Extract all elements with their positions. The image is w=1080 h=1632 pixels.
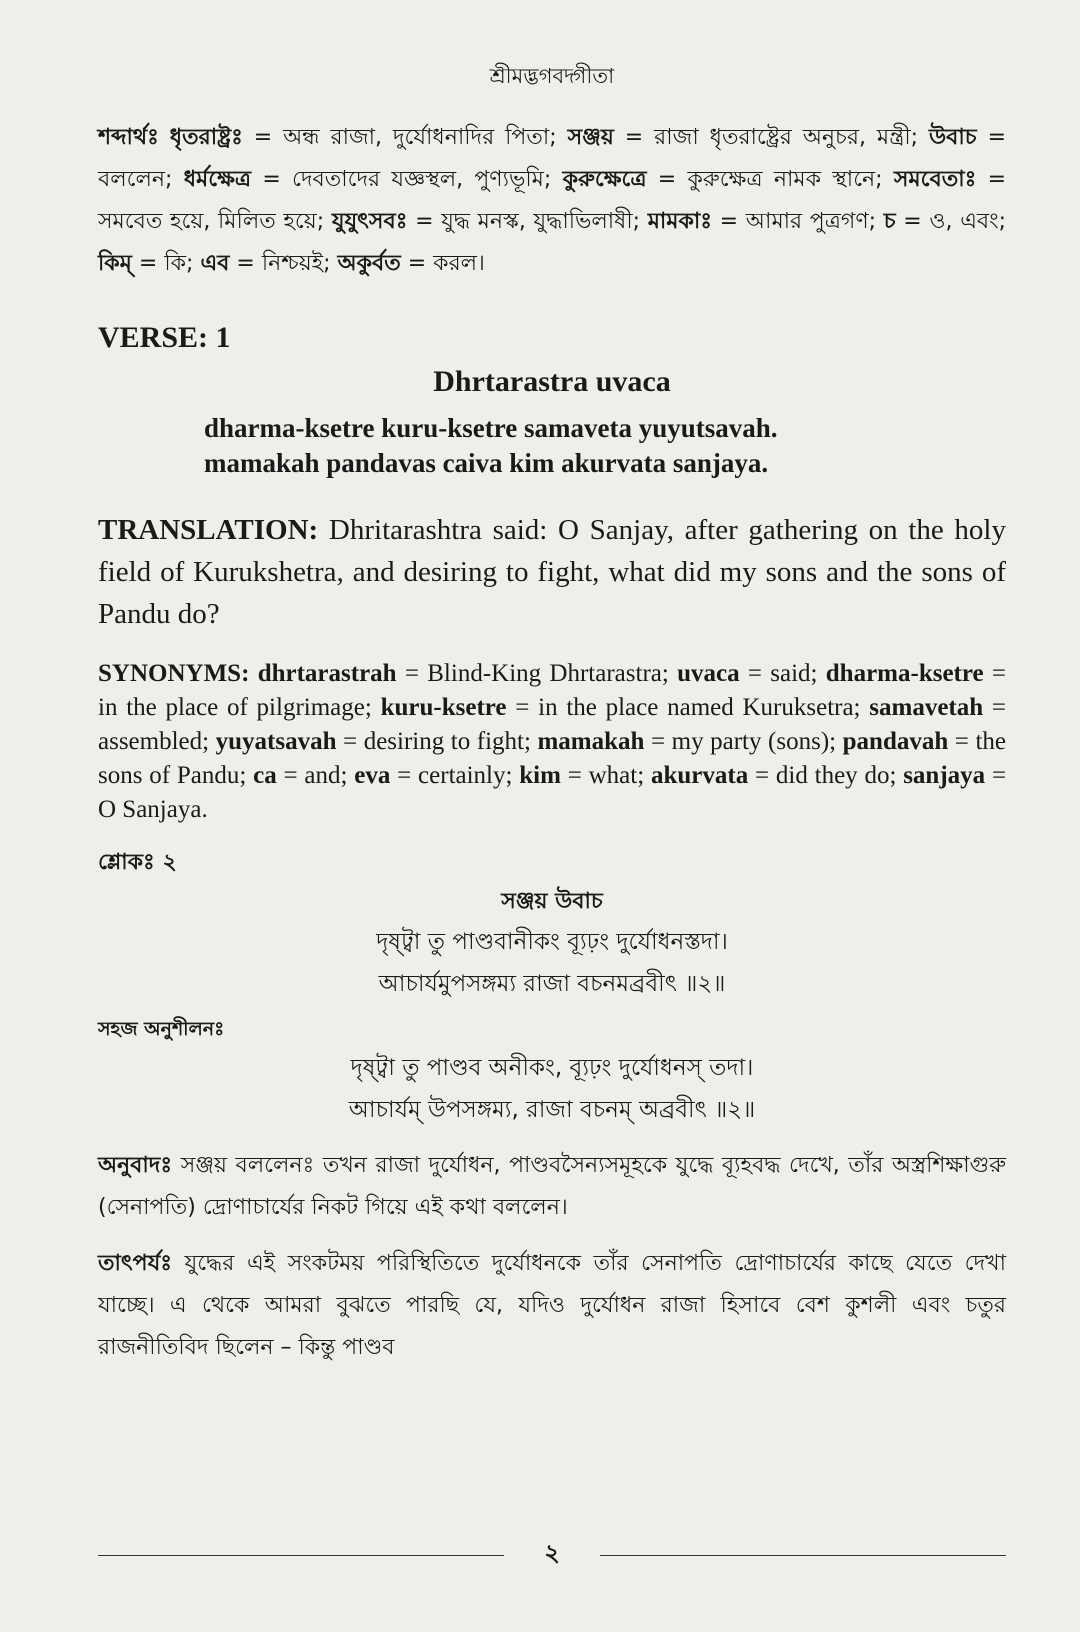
bengali-synonyms bbox=[98, 117, 1006, 285]
synonym-definition: certainly; bbox=[418, 762, 513, 789]
equals-sign: = bbox=[976, 125, 1007, 150]
sloka-speaker: সঞ্জয় উবাচ bbox=[501, 889, 603, 914]
synonym-term: yuyatsavah bbox=[215, 728, 337, 755]
translation-text: Dhritarashtra said: O Sanjay, after gathering on the holy field of Kurukshetra, and desiring to fight, what did my sons and the sons of Pandu do? bbox=[98, 514, 1006, 630]
equals-sign: = bbox=[646, 167, 688, 192]
synonym-term: ধর্মক্ষেত্র bbox=[183, 167, 252, 192]
sloka-label: শ্লোকঃ ২ bbox=[98, 850, 177, 875]
synonym-definition: করল। bbox=[433, 251, 485, 276]
synonym-term: ধৃতরাষ্ট্রঃ bbox=[169, 125, 243, 150]
synonym-definition: my party (sons); bbox=[671, 728, 837, 755]
translation bbox=[98, 509, 1006, 635]
equals-sign: = bbox=[613, 125, 655, 150]
sloka-line: আচার্যমুপসঙ্গম্য রাজা বচনমব্রবীৎ ॥২॥ bbox=[378, 971, 726, 997]
equals-sign: = bbox=[983, 660, 1007, 687]
synonym-definition: and; bbox=[304, 762, 348, 789]
synonym-term: akurvata bbox=[650, 762, 749, 789]
equals-sign: = bbox=[976, 167, 1007, 192]
synonyms bbox=[98, 657, 1006, 827]
synonym-term: কিম্ bbox=[98, 251, 132, 276]
synonym-definition: রাজা ধৃতরাষ্ট্রের অনুচর, মন্ত্রী; bbox=[654, 125, 919, 150]
synonym-term: এব bbox=[200, 251, 230, 276]
translation-label: TRANSLATION: bbox=[98, 514, 319, 546]
synonym-definition: বললেন; bbox=[98, 167, 173, 192]
synonym-term: চ bbox=[883, 209, 896, 234]
equals-sign: = bbox=[396, 660, 428, 687]
equals-sign: = bbox=[560, 762, 589, 789]
synonym-definition: in the place named Kuruksetra; bbox=[538, 694, 861, 721]
equals-sign: = bbox=[229, 251, 262, 276]
equals-sign: = bbox=[407, 209, 442, 234]
page-footer bbox=[98, 1540, 1006, 1570]
equals-sign: = bbox=[242, 125, 284, 150]
equals-sign: = bbox=[712, 209, 746, 234]
synonym-definition: যুদ্ধ মনস্ক, যুদ্ধাভিলাষী; bbox=[441, 209, 641, 234]
sahaj-line: দৃষ্ট্বা তু পাণ্ডব অনীকং, ব্যূঢ়ং দুর্যোধনস্ তদা। bbox=[350, 1055, 754, 1081]
synonym-definition: said; bbox=[770, 660, 818, 687]
verse-speaker: Dhrtarastra uvaca bbox=[433, 365, 671, 398]
synonym-term: যুযুৎসবঃ bbox=[331, 209, 408, 234]
equals-sign: = bbox=[983, 694, 1007, 721]
synonym-definition: assembled; bbox=[98, 728, 210, 755]
synonym-term: eva bbox=[354, 762, 391, 789]
equals-sign: = bbox=[506, 694, 539, 721]
synonym-definition: what; bbox=[588, 762, 645, 789]
synonym-term: সমবেতাঃ bbox=[893, 167, 977, 192]
equals-sign: = bbox=[739, 660, 771, 687]
bengali-synonyms-list bbox=[98, 125, 1006, 276]
tatparya-label: তাৎপর্যঃ bbox=[98, 1251, 172, 1276]
sloka-line: দৃষ্ট্বা তু পাণ্ডবানীকং ব্যূঢ়ং দুর্যোধনস্তদা। bbox=[376, 929, 728, 955]
synonym-definition: কি; bbox=[164, 251, 194, 276]
synonym-term: ca bbox=[253, 762, 277, 789]
synonym-term: মামকাঃ bbox=[647, 209, 713, 234]
bengali-synonyms-label: শব্দার্থঃ bbox=[98, 125, 159, 150]
verse-heading: VERSE: 1 bbox=[98, 321, 231, 354]
synonym-term: kuru-ksetre bbox=[380, 694, 507, 721]
tatparya-paragraph bbox=[98, 1243, 1006, 1369]
equals-sign: = bbox=[400, 251, 434, 276]
synonym-term: samavetah bbox=[869, 694, 984, 721]
equals-sign: = bbox=[985, 762, 1007, 789]
page-number: ২ bbox=[544, 1539, 560, 1567]
equals-sign: = bbox=[131, 251, 165, 276]
equals-sign: = bbox=[895, 209, 930, 234]
synonym-definition: ও, এবং; bbox=[929, 209, 1007, 234]
synonym-term: কুরুক্ষেত্রে bbox=[562, 167, 647, 192]
synonym-definition: কুরুক্ষেত্র নামক স্থানে; bbox=[687, 167, 883, 192]
equals-sign: = bbox=[336, 728, 364, 755]
equals-sign: = bbox=[644, 728, 672, 755]
synonym-definition: Blind-King Dhrtarastra; bbox=[427, 660, 669, 687]
synonym-term: dhrtarastrah bbox=[257, 660, 397, 687]
verse-line: mamakah pandavas caiva kim akurvata sanjaya. bbox=[204, 448, 769, 478]
synonym-term: অকুর্বত bbox=[337, 251, 401, 276]
tatparya-text: যুদ্ধের এই সংকটময় পরিস্থিতিতে দুর্যোধনকে তাঁর সেনাপতি দ্রোণাচার্যের কাছে যেতে দেখা যাচ্ছে। এ থেকে আমরা বুঝতে পারছি যে, যদিও দুর্যোধন রাজা হিসাবে বেশ কুশলী এবং চতুর রাজনীতিবিদ ছিলেন – কিন্তু পাণ্ডব bbox=[98, 1251, 1006, 1360]
synonyms-label: SYNONYMS: bbox=[98, 660, 250, 687]
synonym-term: dharma-ksetre bbox=[825, 660, 984, 687]
synonym-definition: অন্ধ রাজা, দুর্যোধনাদির পিতা; bbox=[283, 125, 557, 150]
synonym-definition: আমার পুত্রগণ; bbox=[745, 209, 877, 234]
verse-line: dharma-ksetre kuru-ksetre samaveta yuyutsavah. bbox=[204, 413, 778, 443]
equals-sign: = bbox=[251, 167, 293, 192]
synonym-term: সঞ্জয় bbox=[567, 125, 614, 150]
anubad-label: অনুবাদঃ bbox=[98, 1153, 173, 1178]
synonym-definition: in the place of pilgrimage; bbox=[98, 694, 372, 721]
synonym-term: pandavah bbox=[842, 728, 949, 755]
sahaj-line: আচার্যম্ উপসঙ্গম্য, রাজা বচনম্ অব্রবীৎ ॥২॥ bbox=[348, 1097, 756, 1123]
equals-sign: = bbox=[748, 762, 776, 789]
synonym-definition: the sons of Pandu; bbox=[98, 728, 1006, 789]
sahaj-label: সহজ অনুশীলনঃ bbox=[98, 1018, 225, 1040]
synonym-definition: দেবতাদের যজ্ঞস্থল, পুণ্যভূমি; bbox=[292, 167, 552, 192]
anubad-text: সঞ্জয় বললেনঃ তখন রাজা দুর্যোধন, পাণ্ডবসৈন্যসমূহকে যুদ্ধে ব্যূহবদ্ধ দেখে, তাঁর অস্ত্রশিক্ষাগুরু (সেনাপতি) দ্রোণাচার্যের নিকট গিয়ে এই কথা বললেন। bbox=[98, 1153, 1007, 1220]
synonym-term: kim bbox=[519, 762, 561, 789]
synonym-term: uvaca bbox=[677, 660, 740, 687]
synonym-definition: O Sanjaya. bbox=[98, 796, 208, 823]
equals-sign: = bbox=[390, 762, 419, 789]
synonym-definition: নিশ্চয়ই; bbox=[261, 251, 331, 276]
synonym-term: sanjaya bbox=[903, 762, 986, 789]
equals-sign: = bbox=[276, 762, 305, 789]
synonym-definition: desiring to fight; bbox=[363, 728, 531, 755]
equals-sign: = bbox=[948, 728, 976, 755]
synonym-definition: সমবেত হয়ে, মিলিত হয়ে; bbox=[98, 209, 325, 234]
footer-rule-left bbox=[98, 1555, 504, 1556]
anubad-paragraph bbox=[98, 1145, 1006, 1229]
synonym-term: mamakah bbox=[537, 728, 645, 755]
synonym-term: উবাচ bbox=[929, 125, 977, 150]
running-title: শ্রীমদ্ভগবদ্গীতা bbox=[489, 64, 615, 88]
footer-rule-right bbox=[600, 1555, 1006, 1556]
synonym-definition: did they do; bbox=[775, 762, 897, 789]
